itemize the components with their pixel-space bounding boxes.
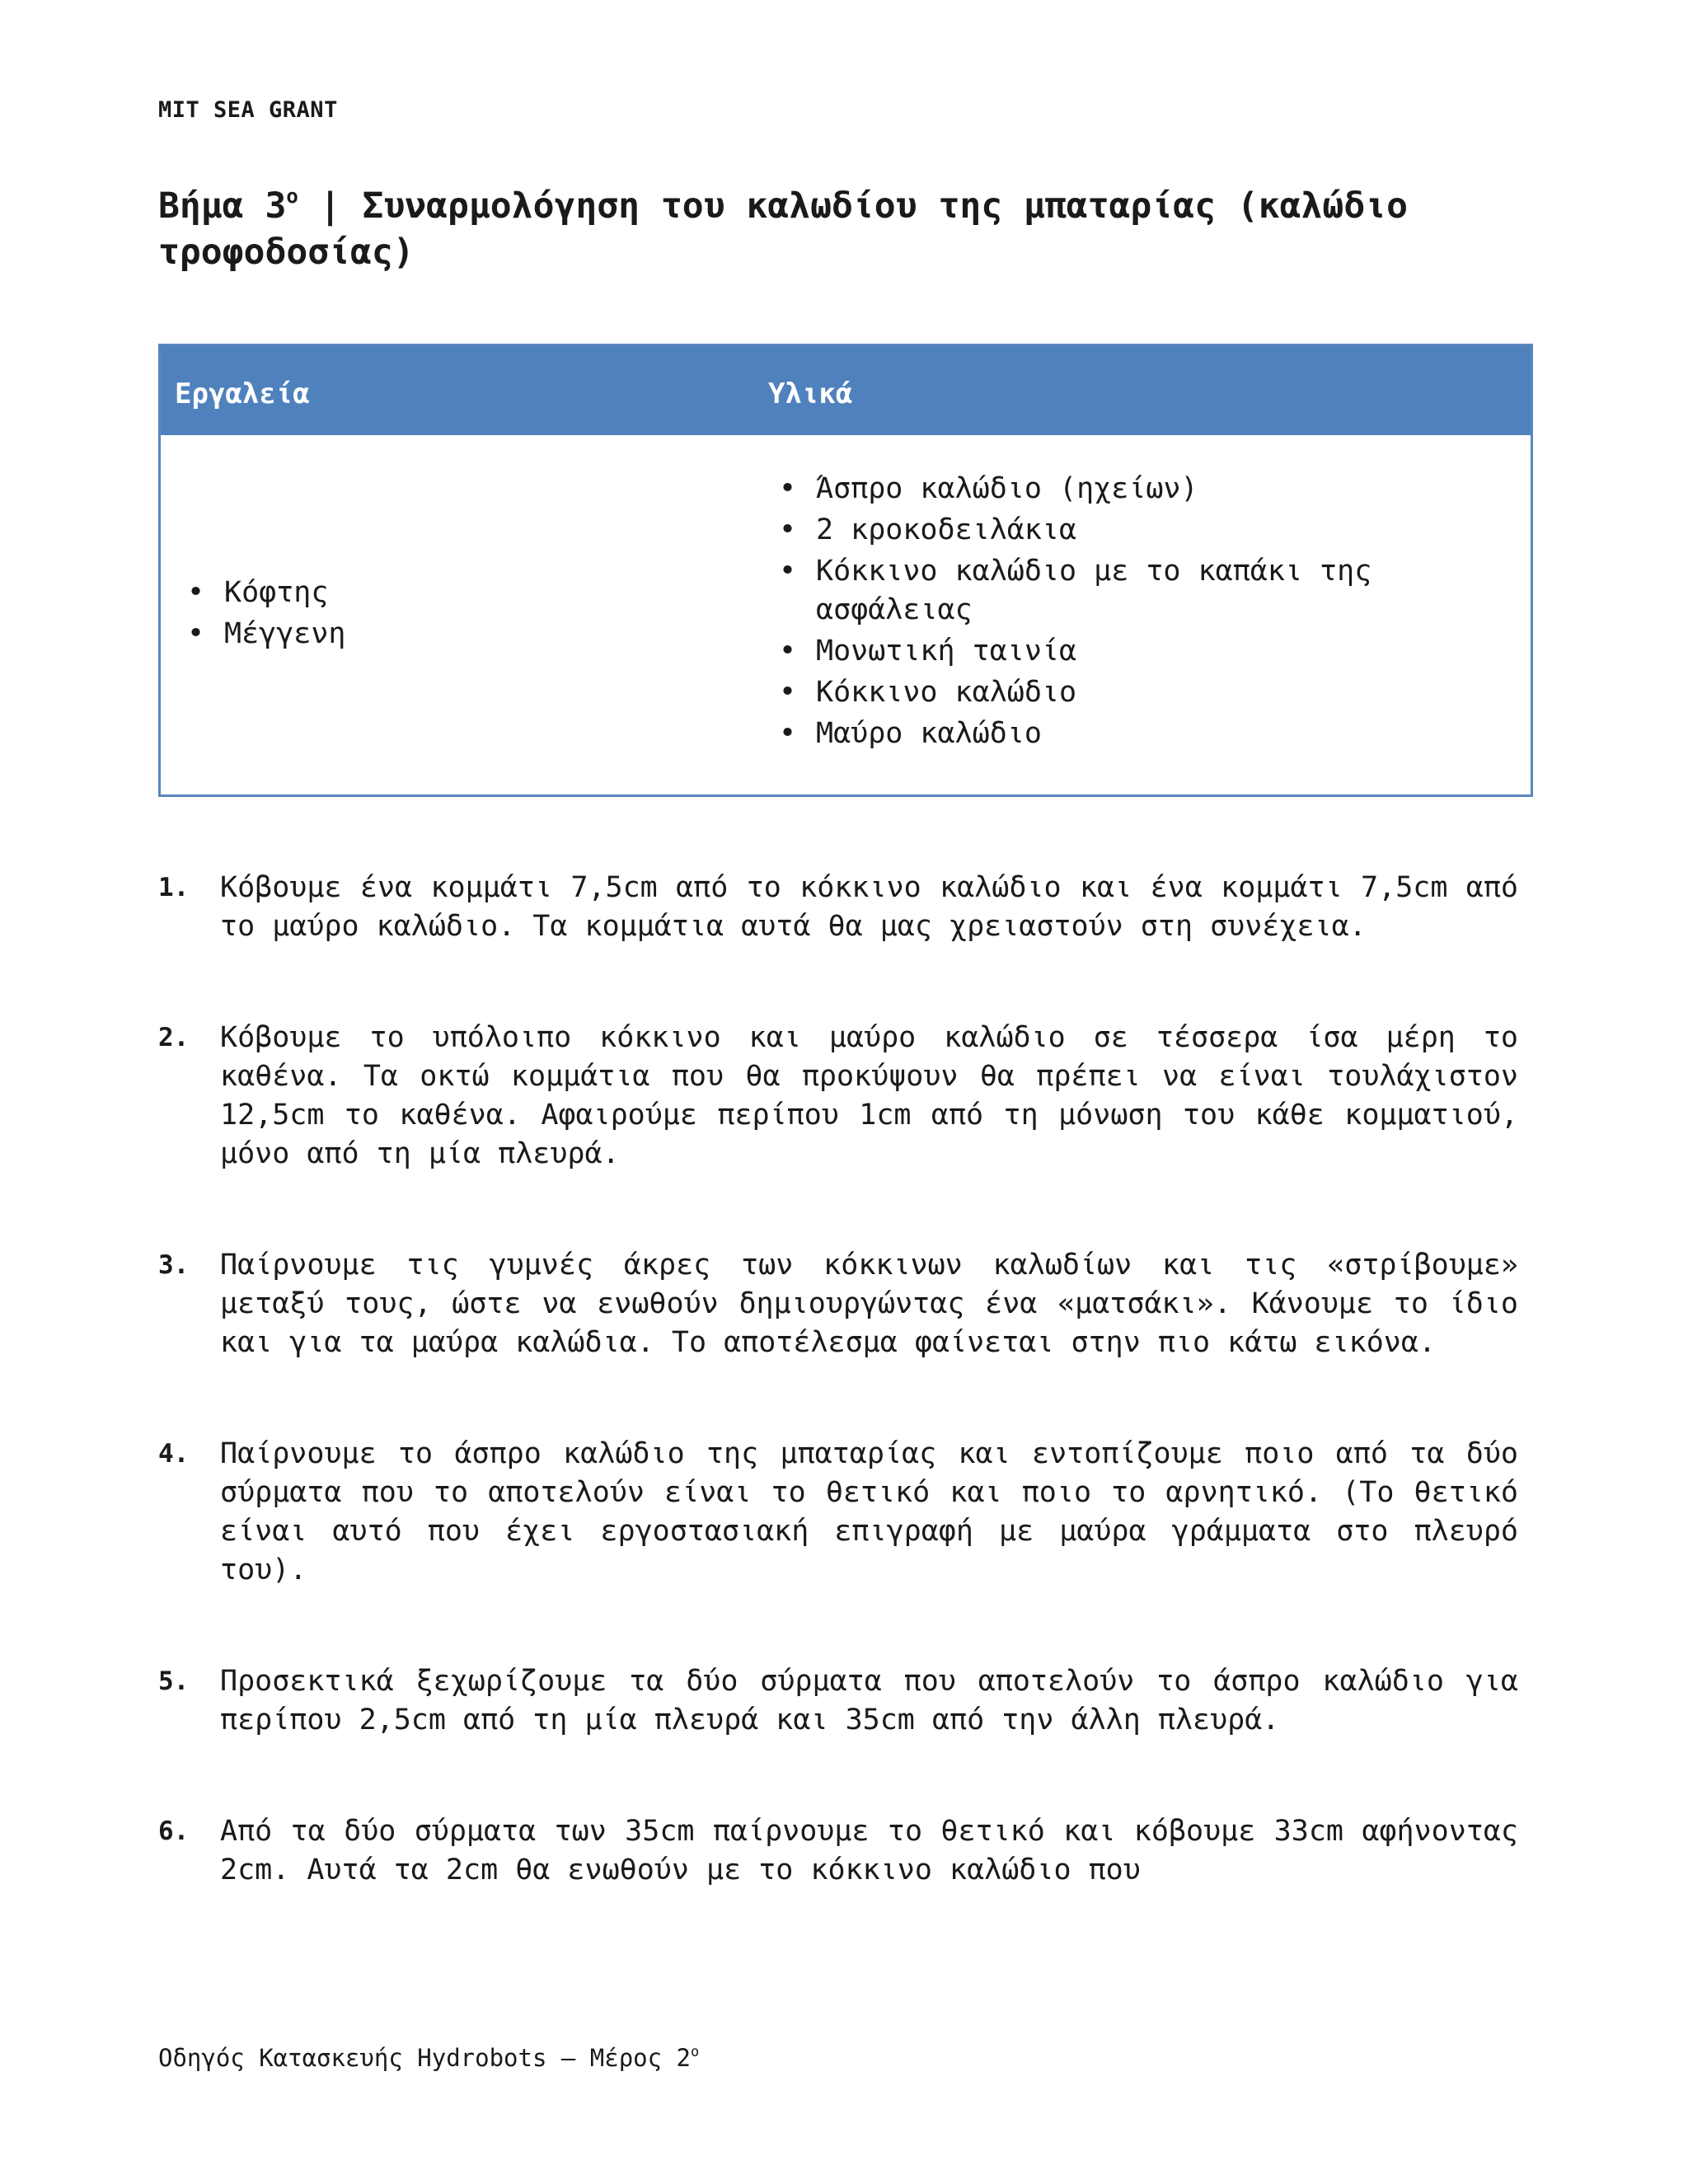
step-item [158, 869, 1518, 946]
table-body [161, 435, 1531, 794]
materials-header: Υλικά [768, 377, 853, 410]
step-text: Παίρνουμε το άσπρο καλώδιο της μπαταρίας και εντοπίζουμε ποιο από τα δύο σύρματα που το αποτελούν είναι το θετικό και ποιο το αρνητικό. (Το θετικό είναι αυτό που έχει εργοστασιακή επιγραφή με μαύρα γράμματα στο πλευρό του). [220, 1437, 1518, 1586]
step-number: 1. [158, 873, 190, 902]
step-item [158, 1435, 1518, 1590]
step-number: 6. [158, 1816, 190, 1846]
header-org: MIT SEA GRANT [158, 97, 338, 123]
step-number: 4. [158, 1439, 190, 1469]
list-item: • Κόφτης [187, 574, 346, 612]
list-item: • Κόκκινο καλώδιο με το καπάκι της ασφάλειας [779, 552, 1504, 630]
step-item [158, 1246, 1518, 1362]
step-item [158, 1019, 1518, 1174]
tools-materials-table [158, 344, 1533, 797]
step-text: Προσεκτικά ξεχωρίζουμε τα δύο σύρματα που αποτελούν το άσπρο καλώδιο για περίπου 2,5cm από τη μία πλευρά και 35cm από την άλλη πλευρά. [220, 1665, 1518, 1736]
step-text: Παίρνουμε τις γυμνές άκρες των κόκκινων καλωδίων και τις «στρίβουμε» μεταξύ τους, ώστε να ενωθούν δημιουργώντας ένα «ματσάκι». Κάνουμε το ίδιο και για τα μαύρα καλώδια. Το αποτέλεσμα φαίνεται στην πιο κάτω εικόνα. [220, 1249, 1518, 1359]
list-item: • Κόκκινο καλώδιο [779, 673, 1504, 712]
page-title [158, 173, 1543, 275]
steps-list [158, 869, 1518, 1962]
step-number: 5. [158, 1666, 190, 1696]
table-header [161, 346, 1531, 435]
step-text: Από τα δύο σύρματα των 35cm παίρνουμε το θετικό και κόβουμε 33cm αφήνοντας 2cm. Αυτά τα 2cm θα ενωθούν με το κόκκινο καλώδιο που [220, 1815, 1518, 1886]
footer-text: Οδηγός Κατασκευής Hydrobots – Μέρος 2 [158, 2044, 692, 2072]
title-text: | Συναρμολόγηση του καλωδίου της μπαταρίας (καλώδιο τροφοδοσίας) [158, 185, 1408, 273]
title-ordinal: ο [286, 185, 298, 208]
tools-header: Εργαλεία [175, 377, 310, 410]
footer-ordinal: ο [691, 2044, 700, 2060]
title-step: Βήμα 3 [158, 185, 287, 227]
step-number: 3. [158, 1250, 190, 1280]
list-item: • Μαύρο καλώδιο [779, 715, 1504, 753]
materials-column [779, 470, 1504, 756]
list-item: • Άσπρο καλώδιο (ηχείων) [779, 470, 1504, 509]
step-text: Κόβουμε το υπόλοιπο κόκκινο και μαύρο καλώδιο σε τέσσερα ίσα μέρη το καθένα. Τα οκτώ κομμάτια που θα προκύψουν θα πρέπει να είναι τουλάχιστον 12,5cm το καθένα. Αφαιρούμε περίπου 1cm από τη μόνωση του κάθε κομματιού, μόνο από τη μία πλευρά. [220, 1021, 1518, 1170]
step-item [158, 1812, 1518, 1890]
list-item: • Μονωτική ταινία [779, 632, 1504, 671]
step-number: 2. [158, 1023, 190, 1052]
step-item [158, 1662, 1518, 1740]
tools-list [187, 574, 346, 656]
list-item: • 2 κροκοδειλάκια [779, 511, 1504, 550]
materials-list [779, 470, 1504, 753]
step-text: Κόβουμε ένα κομμάτι 7,5cm από το κόκκινο καλώδιο και ένα κομμάτι 7,5cm από το μαύρο καλώδιο. Τα κομμάτια αυτά θα μας χρειαστούν στη συνέχεια. [220, 871, 1518, 943]
page-footer [158, 2044, 699, 2072]
tools-column [187, 435, 346, 794]
list-item: • Μέγγενη [187, 615, 346, 654]
